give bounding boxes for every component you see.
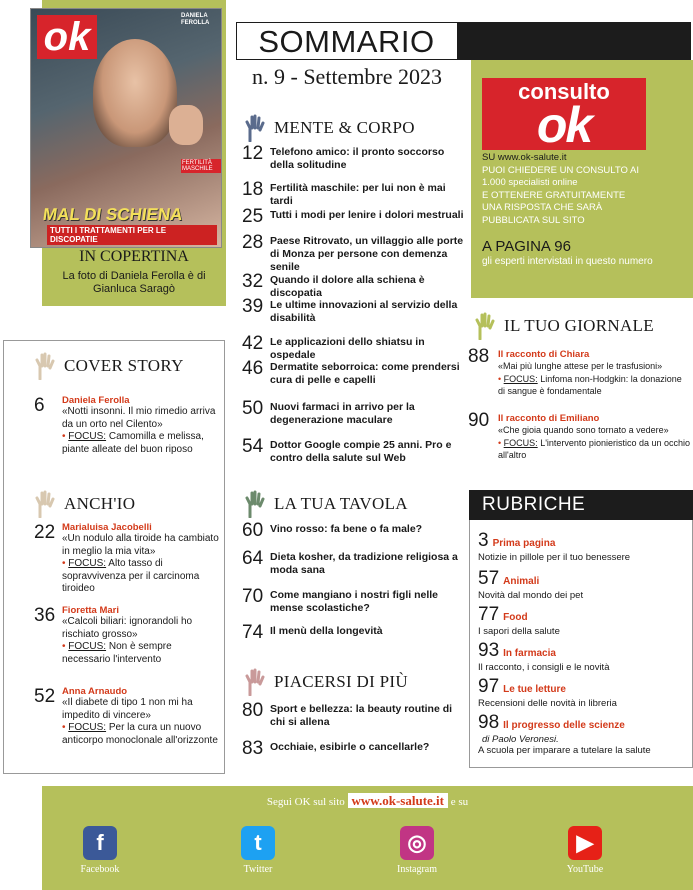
page-number: 39 <box>242 296 264 317</box>
focus-note: • FOCUS: Linfoma non-Hodgkin: la donazione di sangue è fondamentale <box>498 373 682 396</box>
quote: «Calcoli biliari: ignorandoli ho rischiato grosso» <box>62 616 193 640</box>
experts-page-ref: A PAGINA 96 <box>482 238 571 255</box>
page-number: 12 <box>242 143 264 164</box>
rubrica-title: Animali <box>503 576 540 587</box>
toc-entry[interactable] <box>242 232 464 274</box>
focus-note: • FOCUS: Alto tasso di sopravvivenza per il carcinoma tiroideo <box>62 558 200 594</box>
quote: «Notti insonni. Il mio rimedio arriva da un orto nel Cilento» <box>62 406 216 430</box>
cover-image[interactable] <box>30 8 222 248</box>
toc-entry[interactable] <box>242 143 464 172</box>
section-title: LA TUA TAVOLA <box>274 494 408 513</box>
focus-note: • FOCUS: Camomilla e melissa, piante alleate del buon riposo <box>62 431 204 455</box>
issue-label: n. 9 - Settembre 2023 <box>252 64 443 89</box>
page-number: 25 <box>242 206 264 227</box>
toc-entry[interactable] <box>242 622 464 643</box>
page-number: 88 <box>468 346 490 367</box>
page-number: 50 <box>242 398 264 419</box>
page-number: 36 <box>34 605 56 626</box>
page-number: 52 <box>34 686 56 707</box>
social-label: Instagram <box>397 864 437 875</box>
focus-note: • FOCUS: Per la cura un nuovo anticorpo monoclonale all'orizzonte <box>62 722 218 746</box>
section-anchio-header <box>34 490 135 518</box>
section-tuo-giornale-header <box>474 312 654 340</box>
cover-portrait <box>93 39 177 147</box>
section-title: MENTE & CORPO <box>274 118 415 137</box>
story-heading: Il racconto di Chiara <box>498 349 590 360</box>
entry-title: Paese Ritrovato, un villaggio alle porte di Monza per persone con demenza senile <box>270 235 464 273</box>
toc-entry[interactable] <box>242 296 464 325</box>
instagram-icon[interactable]: ◎ <box>400 826 434 860</box>
footer-site-link[interactable]: www.ok-salute.it <box>348 793 448 808</box>
section-piacersi-header <box>244 668 408 696</box>
toc-entry[interactable] <box>242 700 464 729</box>
quote: «Che gioia quando sono tornato a vedere» <box>498 425 669 435</box>
quote: «Il diabete di tipo 1 non mi ha impedito di vincere» <box>62 697 193 721</box>
rubrica-desc: Notizie in pillole per il tuo benessere <box>478 552 631 563</box>
section-title: COVER STORY <box>64 356 184 375</box>
consulto-word: consulto <box>518 79 610 104</box>
entry-title: Le ultime innovazioni al servizio della disabilità <box>270 299 458 324</box>
section-title: IL TUO GIORNALE <box>504 316 654 335</box>
toc-entry[interactable] <box>242 738 464 759</box>
quote: «Un nodulo alla tiroide ha cambiato in meglio la mia vita» <box>62 533 219 557</box>
social-instagram[interactable] <box>372 826 462 875</box>
page-number: 97 <box>478 676 500 697</box>
toc-entry[interactable] <box>242 520 464 541</box>
cover-hand <box>169 105 203 145</box>
entry-title: Dieta kosher, da tradizione religiosa a moda sana <box>270 551 458 576</box>
toc-entry[interactable] <box>242 179 464 208</box>
rubrica-desc: Recensioni delle novità in libreria <box>478 698 617 709</box>
entry-title: Le applicazioni dello shiatsu in ospedale <box>270 336 425 361</box>
quote: «Mai più lunghe attese per le trasfusioni» <box>498 361 663 371</box>
rubrica-desc: Novità dal mondo dei pet <box>478 590 584 601</box>
toc-entry[interactable] <box>242 548 464 577</box>
cover-headline: MAL DI SCHIENA <box>41 205 184 224</box>
page-number: 64 <box>242 548 264 569</box>
hand-icon <box>244 490 266 518</box>
story-entry[interactable] <box>468 410 690 462</box>
page-number: 54 <box>242 436 264 457</box>
rubrica-entry[interactable] <box>478 530 688 564</box>
entry-title: Come mangiano i nostri figli nelle mense scolastiche? <box>270 589 439 614</box>
rubrica-title: Food <box>503 612 528 623</box>
hand-icon <box>474 312 496 340</box>
page-number: 80 <box>242 700 264 721</box>
page-number: 90 <box>468 410 490 431</box>
page-number: 28 <box>242 232 264 253</box>
page-number: 46 <box>242 358 264 379</box>
section-title: PIACERSI DI PIÙ <box>274 672 408 691</box>
entry-title: Tutti i modi per lenire i dolori mestruali <box>270 209 464 221</box>
cover-side-name: DANIELA FEROLLA <box>181 13 210 26</box>
page-number: 22 <box>34 522 56 543</box>
entry-title: Vino rosso: fa bene o fa male? <box>270 523 423 535</box>
page-number: 6 <box>34 395 45 416</box>
page-number: 74 <box>242 622 264 643</box>
page-number: 70 <box>242 586 264 607</box>
page-number: 57 <box>478 568 500 589</box>
page-number: 83 <box>242 738 264 759</box>
entry-title: Telefono amico: il pronto soccorso della solitudine <box>270 146 445 171</box>
entry-title: Quando il dolore alla schiena è discopatia <box>270 274 425 299</box>
cover-fertility-tag: FERTILITÀ MASCHILE <box>181 159 221 173</box>
page-title: SOMMARIO <box>258 24 435 59</box>
cover-story-entry[interactable] <box>34 395 220 456</box>
youtube-icon[interactable]: ▶ <box>568 826 602 860</box>
entry-title: Dottor Google compie 25 anni. Pro e contro della salute sul Web <box>270 439 452 464</box>
page-number: 3 <box>478 530 489 551</box>
facebook-icon[interactable]: f <box>83 826 117 860</box>
story-entry[interactable] <box>34 605 220 666</box>
cover-label: IN COPERTINA <box>79 248 189 265</box>
rubrica-entry[interactable] <box>478 712 688 757</box>
toc-entry[interactable] <box>242 398 464 427</box>
section-cover-story-header <box>34 352 184 380</box>
toc-entry[interactable] <box>242 586 464 615</box>
page-number: 18 <box>242 179 264 200</box>
story-heading: Il racconto di Emiliano <box>498 413 600 424</box>
experts-caption: gli esperti intervistati in questo numero <box>482 256 653 267</box>
section-mente-corpo-header <box>244 114 415 142</box>
toc-entry[interactable] <box>242 206 464 227</box>
social-label: Facebook <box>80 864 120 875</box>
social-label: YouTube <box>566 864 604 875</box>
entry-title: Fertilità maschile: per lui non è mai tardi <box>270 182 446 207</box>
hand-icon <box>244 114 266 142</box>
entry-title: Occhiaie, esibirle o cancellarle? <box>270 741 430 753</box>
consulto-ok-logo: ok <box>536 97 592 153</box>
entry-title: Nuovi farmaci in arrivo per la degenerazione maculare <box>270 401 415 426</box>
section-title: ANCH'IO <box>64 494 136 513</box>
twitter-icon[interactable]: t <box>241 826 275 860</box>
hand-icon <box>34 352 56 380</box>
cover-caption: La foto di Daniela Ferolla è di Gianluca Saragò <box>62 270 206 295</box>
story-entry[interactable] <box>34 522 220 596</box>
author: Fioretta Mari <box>62 605 120 616</box>
social-twitter[interactable] <box>213 826 303 875</box>
rubrica-desc: A scuola per imparare a tutelare la salute <box>478 745 651 756</box>
entry-title: Il menù della longevità <box>270 625 383 637</box>
hand-icon <box>34 490 56 518</box>
rubrica-entry[interactable] <box>478 604 688 638</box>
rubrica-title: Prima pagina <box>492 538 556 549</box>
page-number: 60 <box>242 520 264 541</box>
story-entry[interactable] <box>468 346 690 398</box>
rubrica-desc: Il racconto, i consigli e le novità <box>478 662 610 673</box>
consulto-text: SU www.ok-salute.it PUOI CHIEDERE UN CONSULTO AI 1.000 specialisti online E OTTENERE GRATUITAMENTE UNA RISPOSTA CHE SARÀ PUBBLICATA SUL SITO <box>482 152 639 226</box>
social-facebook[interactable] <box>55 826 145 875</box>
toc-entry[interactable] <box>242 358 464 387</box>
entry-title: Sport e bellezza: la beauty routine di chi si allena <box>270 703 453 728</box>
focus-note: • FOCUS: L'intervento pionieristico da un occhio all'altro <box>498 437 690 460</box>
page-number: 98 <box>478 712 500 733</box>
rubrica-author: di Paolo Veronesi. <box>482 734 559 745</box>
author: Marialuisa Jacobelli <box>62 522 152 533</box>
hand-icon <box>244 668 266 696</box>
rubrica-title: Il progresso delle scienze <box>503 720 625 731</box>
section-tua-tavola-header <box>244 490 408 518</box>
social-label: Twitter <box>243 864 273 875</box>
rubrica-entry[interactable] <box>478 568 688 602</box>
rubriche-title: RUBRICHE <box>482 494 586 515</box>
toc-entry[interactable] <box>242 436 464 465</box>
consulto-site-link[interactable]: www.ok-salute.it <box>497 152 567 163</box>
entry-title: Dermatite seborroica: come prendersi cura di pelle e capelli <box>270 361 460 386</box>
page-number: 93 <box>478 640 500 661</box>
cover-logo: ok <box>37 15 97 59</box>
cover-subheadline: TUTTI I TRATTAMENTI PER LE DISCOPATIE <box>47 225 217 245</box>
rubrica-entry[interactable] <box>478 676 688 710</box>
rubrica-desc: I sapori della salute <box>478 626 560 637</box>
rubrica-title: Le tue letture <box>503 684 566 695</box>
social-youtube[interactable] <box>540 826 630 875</box>
page-number: 42 <box>242 333 264 354</box>
author: Anna Arnaudo <box>62 686 128 697</box>
page-number: 32 <box>242 271 264 292</box>
page-number: 77 <box>478 604 500 625</box>
rubrica-entry[interactable] <box>478 640 688 674</box>
focus-note: • FOCUS: Non è sempre necessario l'intervento <box>62 641 172 665</box>
rubrica-title: In farmacia <box>503 648 556 659</box>
story-entry[interactable] <box>34 686 220 747</box>
author: Daniela Ferolla <box>62 395 130 406</box>
follow-line: Segui OK sul sito www.ok-salute.it e su <box>266 793 469 808</box>
